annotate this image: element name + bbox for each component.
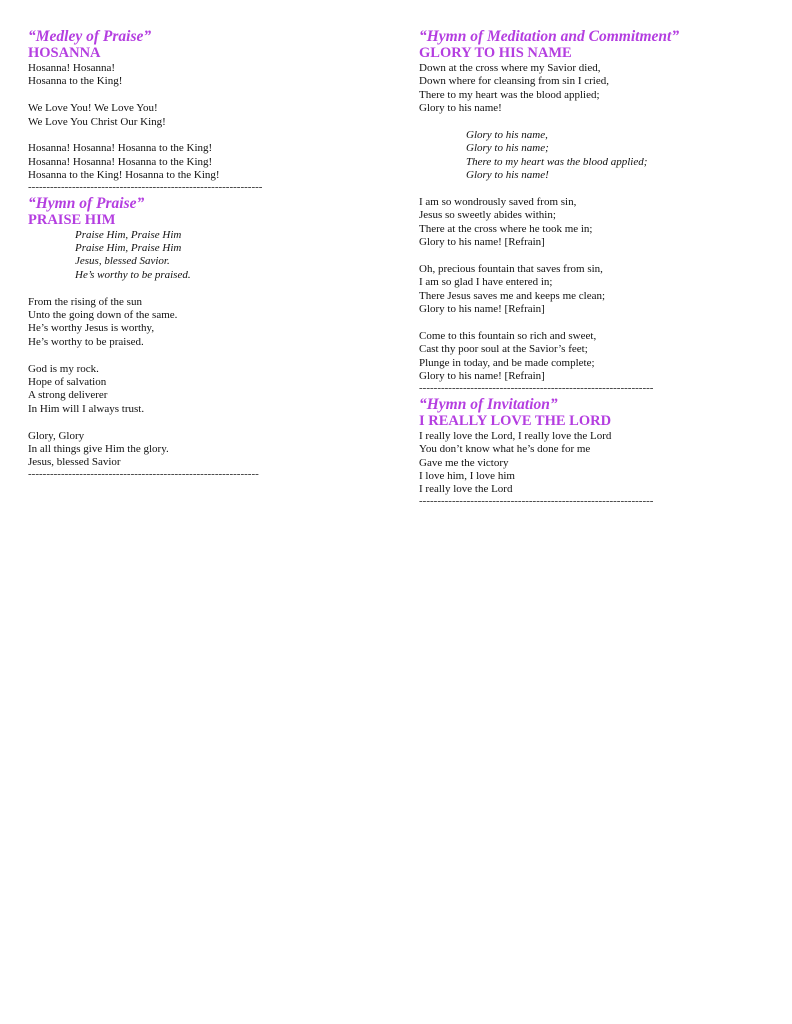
praise-heading: “Hymn of Praise” [28, 194, 145, 212]
lyric-blank [28, 349, 378, 362]
lyric-line: Hosanna to the King! Hosanna to the King! [28, 169, 220, 182]
lyric-blank [28, 89, 378, 102]
medley-section [28, 28, 378, 193]
lyric-line: I am so wondrously saved from sin, [419, 196, 577, 209]
medley-heading: “Medley of Praise” [28, 28, 152, 45]
love-lord-title: I REALLY LOVE THE LORD [419, 412, 612, 429]
refrain-line: Praise Him, Praise Him [75, 242, 182, 255]
lyric-line: Down where for cleansing from sin I cried, [419, 75, 609, 88]
refrain-line: Glory to his name; [466, 142, 549, 155]
lyric-line: God is my rock. [28, 362, 99, 375]
refrain-line: Praise Him, Praise Him [75, 228, 182, 241]
lyric-line: Plunge in today, and be made complete; [419, 356, 595, 369]
lyric-line: From the rising of the sun [28, 295, 142, 308]
meditation-heading: “Hymn of Meditation and Commitment” [419, 28, 680, 45]
glory-title: GLORY TO HIS NAME [419, 45, 572, 61]
lyric-line: Glory to his name! [Refrain] [419, 370, 545, 383]
hosanna-title: HOSANNA [28, 45, 101, 61]
glory-verses [419, 196, 769, 384]
lyric-line: Jesus, blessed Savior [28, 456, 121, 469]
lyric-line: Hosanna to the King! [28, 75, 123, 88]
refrain-line: Jesus, blessed Savior. [75, 255, 170, 268]
lyric-line: I love him, I love him [419, 469, 515, 482]
love-lord-lyrics [419, 430, 769, 497]
lyric-line: I really love the Lord, I really love the Lord [419, 429, 612, 442]
lyric-line: We Love You! We Love You! [28, 102, 158, 115]
lyric-line: Unto the going down of the same. [28, 309, 178, 322]
lyric-line: There Jesus saves me and keeps me clean; [419, 289, 606, 302]
section-divider: ---------------------------------------------------------------- [419, 383, 654, 394]
section-divider: ---------------------------------------------------------------- [419, 496, 654, 507]
lyric-line: Jesus so sweetly abides within; [419, 209, 556, 222]
praise-refrain [28, 229, 378, 283]
invitation-heading: “Hymn of Invitation” [419, 395, 558, 413]
lyric-blank [419, 250, 769, 263]
lyric-line: Hosanna! Hosanna! [28, 62, 116, 74]
lyric-line: Come to this fountain so rich and sweet, [419, 330, 597, 343]
lyric-line: I really love the Lord [419, 483, 513, 496]
lyric-line: Hope of salvation [28, 376, 107, 389]
glory-verse-1 [419, 62, 769, 116]
section-divider: --------------------------------------------------------------- [28, 469, 259, 480]
refrain-line: Glory to his name! [466, 169, 549, 182]
lyric-line: He’s worthy to be praised. [28, 335, 144, 348]
praise-section [28, 195, 378, 480]
lyric-line: We Love You Christ Our King! [28, 115, 166, 128]
left-column [28, 28, 378, 480]
lyric-line: He’s worthy Jesus is worthy, [28, 322, 155, 335]
lyric-line: Glory to his name! [419, 102, 502, 115]
section-divider: ---------------------------------------------------------------- [28, 182, 263, 193]
hosanna-lyrics [28, 62, 378, 183]
lyric-blank [28, 282, 378, 295]
lyric-line: There at the cross where he took me in; [419, 222, 593, 235]
lyric-line: Glory to his name! [Refrain] [419, 303, 545, 316]
lyric-blank [28, 129, 378, 142]
lyric-line: You don’t know what he’s done for me [419, 443, 591, 456]
lyric-line: In all things give Him the glory. [28, 443, 169, 456]
lyric-line: Hosanna! Hosanna! Hosanna to the King! [28, 142, 213, 155]
lyric-blank [28, 416, 378, 429]
lyric-line: I am so glad I have entered in; [419, 276, 553, 289]
lyric-line: Hosanna! Hosanna! Hosanna to the King! [28, 155, 213, 168]
refrain-line: He’s worthy to be praised. [75, 268, 191, 281]
lyric-line: There to my heart was the blood applied; [419, 88, 600, 101]
glory-refrain [419, 129, 769, 183]
lyric-line: Glory, Glory [28, 429, 85, 442]
lyric-line: Cast thy poor soul at the Savior’s feet; [419, 343, 588, 356]
lyric-line: Down at the cross where my Savior died, [419, 62, 601, 74]
lyric-blank [419, 183, 769, 196]
lyric-line: Glory to his name! [Refrain] [419, 236, 545, 249]
right-column [419, 28, 769, 507]
lyric-blank [419, 116, 769, 129]
lyric-line: A strong deliverer [28, 389, 108, 402]
praise-him-title: PRAISE HIM [28, 211, 116, 228]
lyric-blank [419, 317, 769, 330]
meditation-section [419, 28, 769, 394]
lyric-line: In Him will I always trust. [28, 402, 145, 415]
praise-lyrics [28, 282, 378, 470]
lyric-line: Gave me the victory [419, 456, 509, 469]
lyric-line: Oh, precious fountain that saves from sin, [419, 263, 603, 276]
invitation-section [419, 396, 769, 507]
refrain-line: Glory to his name, [466, 129, 548, 142]
refrain-line: There to my heart was the blood applied; [466, 155, 648, 168]
